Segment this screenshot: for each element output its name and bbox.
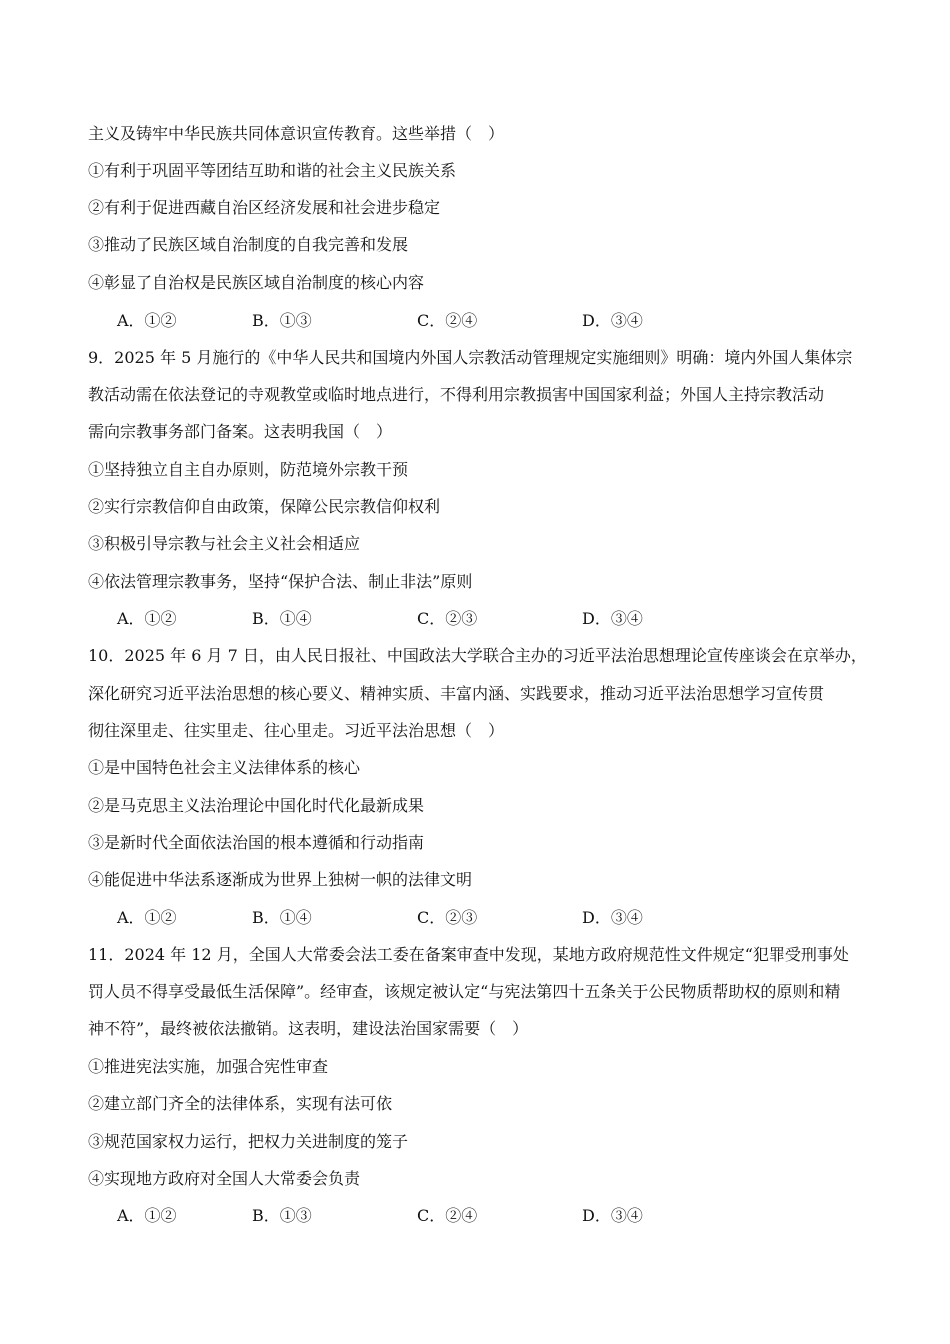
question-11-stem-line-2: 罚人员不得享受最低生活保障”。经审查，该规定被认定“与宪法第四十五条关于公民物质帮助权的原则和精 [88, 982, 841, 1001]
question-9-option-a: A．①② [117, 609, 177, 628]
question-10-option-a: A．①② [117, 908, 177, 927]
question-9-item-2: ②实行宗教信仰自由政策，保障公民宗教信仰权利 [88, 497, 441, 516]
question-10-option-d: D．③④ [582, 908, 643, 927]
question-10-item-1: ①是中国特色社会主义法律体系的核心 [88, 758, 361, 777]
question-9-option-b: B．①④ [252, 609, 312, 628]
question-8-option-b: B．①③ [252, 311, 312, 330]
question-9-option-c: C．②③ [417, 609, 478, 628]
question-11-option-d: D．③④ [582, 1206, 643, 1225]
question-9-option-d: D．③④ [582, 609, 643, 628]
question-10-stem-line-2: 深化研究习近平法治思想的核心要义、精神实质、丰富内涵、实践要求，推动习近平法治思想学习宣传贯 [88, 684, 825, 703]
question-8-item-3: ③推动了民族区域自治制度的自我完善和发展 [88, 235, 409, 254]
question-11-item-2: ②建立部门齐全的法律体系，实现有法可依 [88, 1094, 393, 1113]
question-11-item-1: ①推进宪法实施，加强合宪性审查 [88, 1057, 329, 1076]
question-8-option-d: D．③④ [582, 311, 643, 330]
question-9-stem-line-2: 教活动需在依法登记的寺观教堂或临时地点进行，不得利用宗教损害中国国家利益；外国人主持宗教活动 [88, 385, 825, 404]
question-11-stem-line-3: 神不符”，最终被依法撤销。这表明，建设法治国家需要（ ） [88, 1019, 529, 1038]
question-11-option-a: A．①② [117, 1206, 177, 1225]
question-9-item-4: ④依法管理宗教事务，坚持“保护合法、制止非法”原则 [88, 572, 473, 591]
question-10-item-2: ②是马克思主义法治理论中国化时代化最新成果 [88, 796, 425, 815]
question-9-item-3: ③积极引导宗教与社会主义社会相适应 [88, 534, 361, 553]
question-8-option-c: C．②④ [417, 311, 478, 330]
question-8-option-a: A．①② [117, 311, 177, 330]
question-10-option-c: C．②③ [417, 908, 478, 927]
question-9-stem-line-1: 9．2025 年 5 月施行的《中华人民共和国境内外国人宗教活动管理规定实施细则》明确：境内外国人集体宗 [88, 348, 853, 367]
question-10-option-b: B．①④ [252, 908, 312, 927]
question-8-item-4: ④彰显了自治权是民族区域自治制度的核心内容 [88, 273, 425, 292]
question-8-item-1: ①有利于巩固平等团结互助和谐的社会主义民族关系 [88, 161, 457, 180]
question-10-item-3: ③是新时代全面依法治国的根本遵循和行动指南 [88, 833, 425, 852]
question-11-stem-line-1: 11．2024 年 12 月，全国人大常委会法工委在备案审查中发现，某地方政府规范性文件规定“犯罪受刑事处 [88, 945, 849, 964]
question-11-option-b: B．①③ [252, 1206, 312, 1225]
question-10-item-4: ④能促进中华法系逐渐成为世界上独树一帜的法律文明 [88, 870, 473, 889]
question-8-stem: 主义及铸牢中华民族共同体意识宣传教育。这些举措（ ） [88, 124, 505, 143]
question-11-item-3: ③规范国家权力运行，把权力关进制度的笼子 [88, 1132, 409, 1151]
question-9-item-1: ①坚持独立自主自办原则，防范境外宗教干预 [88, 460, 409, 479]
question-10-stem-line-1: 10．2025 年 6 月 7 日，由人民日报社、中国政法大学联合主办的习近平法治思想理论宣传座谈会在京举办， [88, 646, 867, 665]
question-10-stem-line-3: 彻往深里走、往实里走、往心里走。习近平法治思想（ ） [88, 721, 505, 740]
question-11-option-c: C．②④ [417, 1206, 478, 1225]
question-9-stem-line-3: 需向宗教事务部门备案。这表明我国（ ） [88, 422, 393, 441]
question-8-item-2: ②有利于促进西藏自治区经济发展和社会进步稳定 [88, 198, 441, 217]
question-11-item-4: ④实现地方政府对全国人大常委会负责 [88, 1169, 361, 1188]
